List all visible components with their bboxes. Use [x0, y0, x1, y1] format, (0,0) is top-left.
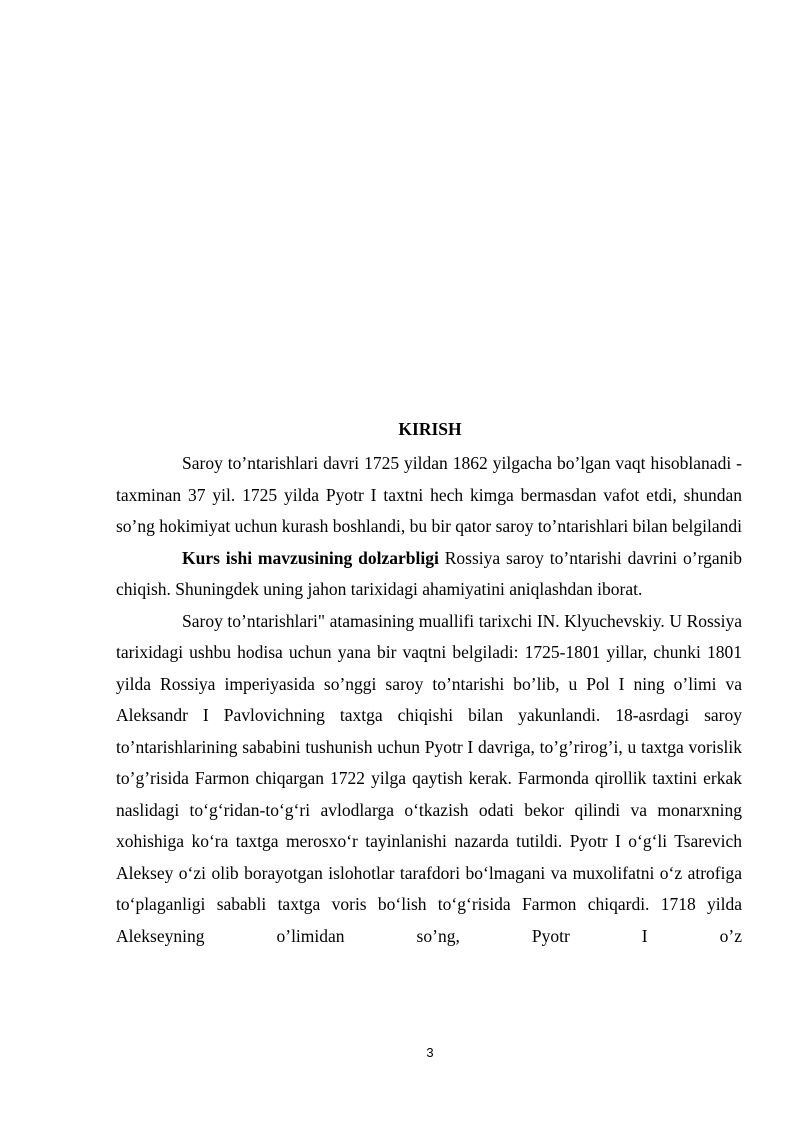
- section-heading: KIRISH: [398, 419, 462, 439]
- body-text: [116, 448, 742, 952]
- paragraph-history: Saroy to’ntarishlari" atamasining muallifi tarixchi IN. Klyuchevskiy. U Rossiya tarixidagi ushbu hodisa uchun yana bir vaqtni belgiladi: 1725-1801 yillar, chunki 1801 yilda Rossiya imperiyasida so’nggi saroy to’ntarishi bo’lib, u Pol I ning o’limi va Aleksandr I Pavlovichning taxtga chiqishi bilan yakunlandi. 18-asrdagi saroy to’ntarishlarining sababini tushunish uchun Pyotr I davriga, to’g’rirog’i, u taxtga vorislik to’g’risida Farmon chiqargan 1722 yilga qaytish kerak. Farmonda qirollik taxtini erkak naslidagi to‘g‘ridan-to‘g‘ri avlodlarga o‘tkazish odati bekor qilindi va monarxning xohishiga ko‘ra taxtga merosxo‘r tayinlanishi nazarda tutildi. Pyotr I o‘g‘li Tsarevich Aleksey o‘zi olib borayotgan islohotlar tarafdori bo‘lmagani va muxolifatni o‘z atrofiga to‘plaganligi sababli taxtga voris bo‘lish to‘g‘risida Farmon chiqardi. 1718 yilda Alekseyning o’limidan so’ng, Pyotr I o’z: [116, 610, 742, 946]
- relevance-text: Rossiya saroy to’ntarishi davrini o’rganib chiqish. Shuningdek uning jahon tarixidagi ahamiyatini aniqlashdan iborat.: [116, 547, 743, 599]
- paragraph-relevance: [116, 543, 742, 606]
- paragraph-intro: Saroy to’ntarishlari davri 1725 yildan 1862 yilgacha bo’lgan vaqt hisoblanadi - taxminan 37 yil. 1725 yilda Pyotr I taxtni hech kimga bermasdan vafot etdi, shundan so’ng hokimiyat uchun kurash boshlandi, bu bir qator saroy to’ntarishlari bilan belgilandi: [116, 453, 742, 536]
- page-number: 3: [426, 1045, 434, 1060]
- relevance-lead: Kurs ishi mavzusining dolzarbligi: [182, 547, 439, 568]
